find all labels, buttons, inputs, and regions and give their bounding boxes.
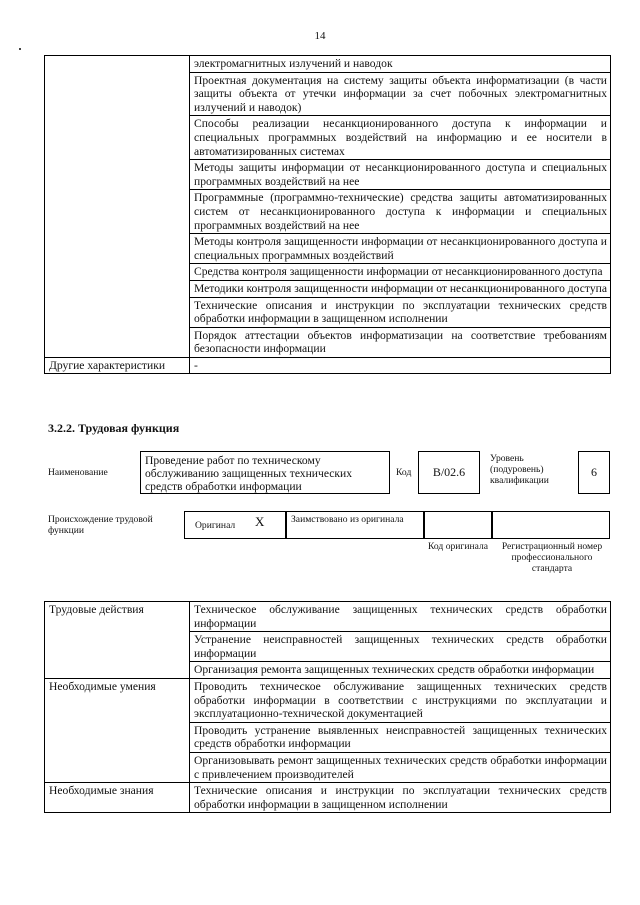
original-code-cell xyxy=(424,511,492,539)
skill-item: Организовывать ремонт защищенных технических средств обработки информации с привлечением производителей xyxy=(190,752,611,782)
function-table xyxy=(44,601,611,813)
empty-label-cell xyxy=(45,56,190,358)
required-knowledge-label: Необходимые знания xyxy=(45,783,190,813)
continued-knowledge-table xyxy=(44,55,611,374)
knowledge-item: Программные (программно-технические) средства защиты автоматизированных систем от несанкционированного доступа к информации и специальных программных воздействий на нее xyxy=(190,190,611,234)
code-label: Код xyxy=(396,467,412,478)
required-skills-label: Необходимые умения xyxy=(45,678,190,782)
function-code-box: В/02.6 xyxy=(418,451,480,494)
name-label: Наименование xyxy=(48,467,108,478)
origin-label: Происхождение трудовой функции xyxy=(48,514,153,536)
knowledge-item: Методы защиты информации от несанкционированного доступа и специальных программных воздействий на нее xyxy=(190,160,611,190)
other-characteristics-value: - xyxy=(190,357,611,374)
registration-number-cell xyxy=(492,511,610,539)
original-code-caption: Код оригинала xyxy=(427,541,489,552)
labor-action-item: Техническое обслуживание защищенных технических средств обработки информации xyxy=(190,602,611,632)
original-mark: X xyxy=(255,514,265,529)
knowledge-item: электромагнитных излучений и наводок xyxy=(190,56,611,73)
borrowed-cell xyxy=(286,511,424,539)
table-row xyxy=(45,678,611,722)
registration-number-caption: Регистрационный номер профессионального стандарта xyxy=(501,541,603,574)
knowledge-item: Средства контроля защищенности информации от несанкционированного доступа xyxy=(190,264,611,281)
knowledge-item: Способы реализации несанкционированного доступа к информации и специальных программных воздействий на информацию и ее носители в автоматизированных системах xyxy=(190,116,611,160)
knowledge-item: Порядок аттестации объектов информатизации на соответствие требованиям безопасности информации xyxy=(190,327,611,357)
original-cell xyxy=(184,511,286,539)
skill-item: Проводить устранение выявленных неисправностей защищенных технических средств обработки информации xyxy=(190,722,611,752)
function-name-box: Проведение работ по техническому обслуживанию защищенных технических средств обработки информации xyxy=(140,451,390,494)
knowledge-item: Проектная документация на систему защиты объекта информатизации (в части защиты объекта от утечки информации за счет побочных электромагнитных излучений и наводок) xyxy=(190,72,611,116)
other-characteristics-label: Другие характеристики xyxy=(45,357,190,374)
knowledge-item: Технические описания и инструкции по эксплуатации технических средств обработки информации в защищенном исполнении xyxy=(190,297,611,327)
labor-action-item: Устранение неисправностей защищенных технических средств обработки информации xyxy=(190,632,611,662)
borrowed-label: Заимствовано из оригинала xyxy=(291,514,404,525)
table-row xyxy=(45,783,611,813)
knowledge-item: Технические описания и инструкции по эксплуатации технических средств обработки информации в защищенном исполнении xyxy=(190,783,611,813)
level-value-box: 6 xyxy=(578,451,610,494)
table-row xyxy=(45,56,611,73)
scan-speck xyxy=(19,48,21,50)
level-label: Уровень (подуровень) квалификации xyxy=(490,453,549,486)
page-number: 14 xyxy=(314,30,326,42)
knowledge-item: Методы контроля защищенности информации от несанкционированного доступа и специальных программных воздействий xyxy=(190,234,611,264)
original-label: Оригинал xyxy=(195,520,236,531)
table-row xyxy=(45,357,611,374)
skill-item: Проводить техническое обслуживание защищенных технических средств обработки информации в соответствии с инструкциями по эксплуатации и эксплуатационно-технической документацией xyxy=(190,678,611,722)
table-row xyxy=(45,602,611,632)
labor-actions-label: Трудовые действия xyxy=(45,602,190,679)
knowledge-item: Методики контроля защищенности информации от несанкционированного доступа xyxy=(190,280,611,297)
section-title: 3.2.2. Трудовая функция xyxy=(48,421,180,435)
labor-action-item: Организация ремонта защищенных технических средств обработки информации xyxy=(190,662,611,679)
